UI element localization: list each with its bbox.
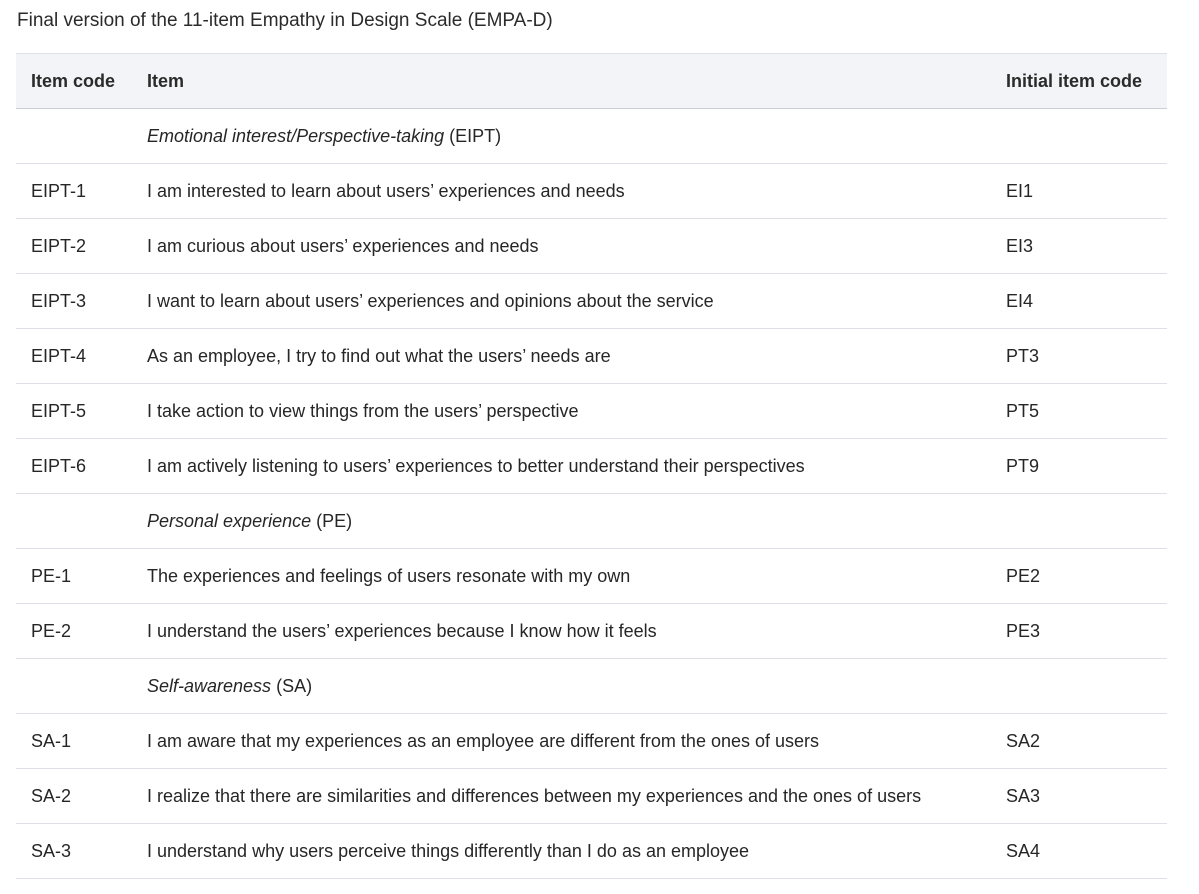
- category-initial-cell: [990, 659, 1167, 714]
- category-row: [16, 109, 1167, 164]
- initial-code-cell: PT3: [1006, 345, 1040, 366]
- item-text-cell: The experiences and feelings of users resonate with my own: [147, 565, 631, 586]
- category-initial-cell: [990, 109, 1167, 164]
- table-row: [16, 604, 1167, 659]
- initial-code-cell: SA4: [1006, 840, 1041, 861]
- table-row: [16, 439, 1167, 494]
- item-code-cell: EIPT-2: [31, 235, 87, 256]
- category-name: Self-awareness: [147, 675, 272, 696]
- category-initial-cell: [990, 494, 1167, 549]
- table-row: [16, 274, 1167, 329]
- table-row: [16, 164, 1167, 219]
- table-header-row: [16, 54, 1167, 109]
- category-abbr: (SA): [276, 675, 313, 696]
- table-row: [16, 549, 1167, 604]
- item-text-cell: I understand why users perceive things differently than I do as an employee: [147, 840, 750, 861]
- item-code-cell: EIPT-1: [31, 180, 87, 201]
- category-name: Personal experience: [147, 510, 312, 531]
- empathy-scale-table-wrapper: [16, 53, 1167, 879]
- initial-code-cell: SA2: [1006, 730, 1041, 751]
- category-row: [16, 494, 1167, 549]
- initial-code-cell: EI3: [1006, 235, 1034, 256]
- category-abbr: (EIPT): [449, 125, 502, 146]
- initial-code-cell: PT9: [1006, 455, 1040, 476]
- table-row: [16, 769, 1167, 824]
- item-code-cell: PE-1: [31, 565, 72, 586]
- initial-code-cell: PE2: [1006, 565, 1041, 586]
- item-code-cell: SA-1: [31, 730, 72, 751]
- initial-code-cell: PE3: [1006, 620, 1041, 641]
- category-name: Emotional interest/Perspective-taking: [147, 125, 445, 146]
- initial-code-cell: PT5: [1006, 400, 1040, 421]
- header-item: Item: [132, 54, 990, 109]
- item-text-cell: I realize that there are similarities and differences between my experiences and the ones of users: [147, 785, 922, 806]
- table-row: [16, 384, 1167, 439]
- empathy-scale-table: [16, 53, 1167, 879]
- initial-code-cell: SA3: [1006, 785, 1041, 806]
- category-cell: [132, 109, 990, 164]
- item-code-cell: PE-2: [31, 620, 72, 641]
- item-code-cell: SA-2: [31, 785, 72, 806]
- category-cell: [132, 494, 990, 549]
- item-text-cell: I am actively listening to users’ experiences to better understand their perspectives: [147, 455, 805, 476]
- item-text-cell: As an employee, I try to find out what the users’ needs are: [147, 345, 611, 366]
- item-text-cell: I am curious about users’ experiences and needs: [147, 235, 539, 256]
- category-row: [16, 659, 1167, 714]
- category-code-cell: [16, 659, 132, 714]
- table-row: [16, 714, 1167, 769]
- header-item-code: Item code: [16, 54, 132, 109]
- item-text-cell: I understand the users’ experiences because I know how it feels: [147, 620, 657, 641]
- item-text-cell: I want to learn about users’ experiences and opinions about the service: [147, 290, 714, 311]
- item-code-cell: EIPT-6: [31, 455, 87, 476]
- table-row: [16, 824, 1167, 879]
- header-initial-item-code: Initial item code: [990, 54, 1167, 109]
- initial-code-cell: EI1: [1006, 180, 1034, 201]
- category-code-cell: [16, 494, 132, 549]
- item-code-cell: EIPT-5: [31, 400, 87, 421]
- table-row: [16, 219, 1167, 274]
- initial-code-cell: EI4: [1006, 290, 1034, 311]
- item-code-cell: EIPT-4: [31, 345, 87, 366]
- item-text-cell: I am interested to learn about users’ experiences and needs: [147, 180, 625, 201]
- table-caption: Final version of the 11-item Empathy in Design Scale (EMPA-D): [17, 10, 553, 31]
- item-code-cell: EIPT-3: [31, 290, 87, 311]
- category-abbr: (PE): [316, 510, 353, 531]
- category-cell: [132, 659, 990, 714]
- table-row: [16, 329, 1167, 384]
- category-code-cell: [16, 109, 132, 164]
- item-text-cell: I take action to view things from the users’ perspective: [147, 400, 579, 421]
- item-text-cell: I am aware that my experiences as an employee are different from the ones of users: [147, 730, 820, 751]
- item-code-cell: SA-3: [31, 840, 72, 861]
